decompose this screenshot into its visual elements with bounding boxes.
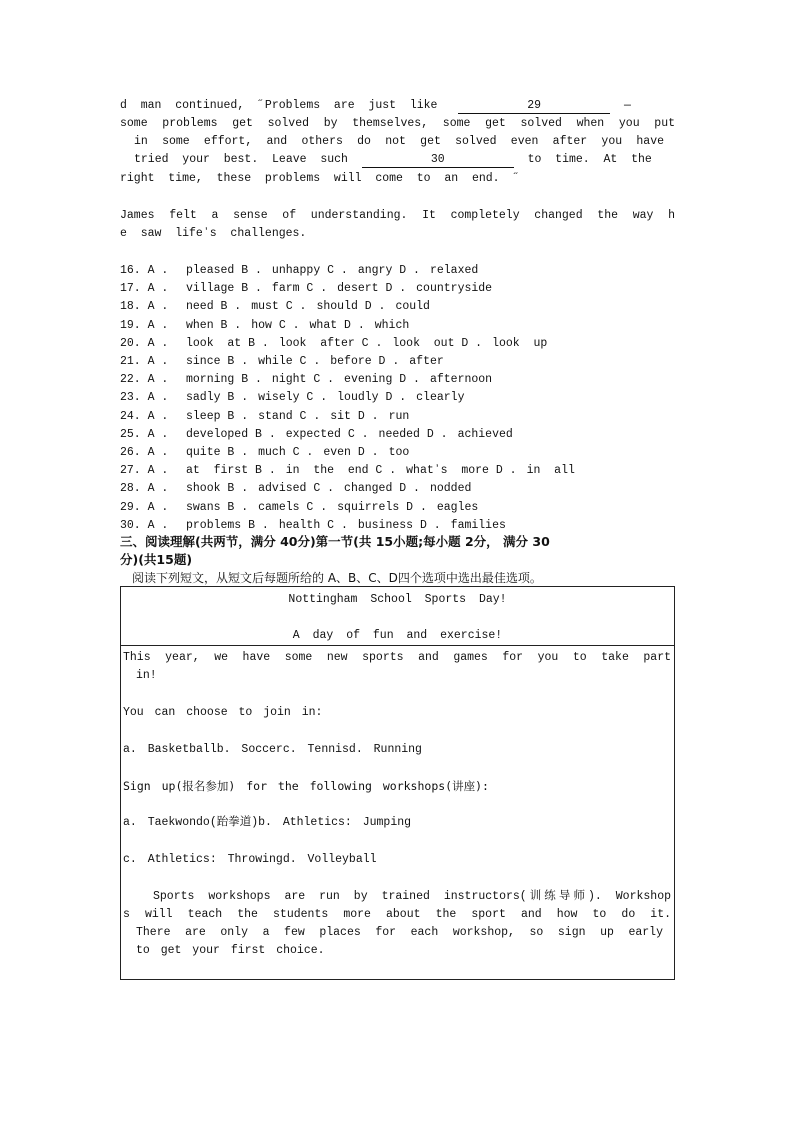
option-number: 21. A .: [120, 355, 169, 368]
notice-para-line-4: to get your first choice.: [136, 944, 325, 957]
notice-workshops-2: c. Athletics: Throwingd. Volleyball: [123, 853, 377, 866]
blank-30: 30: [362, 153, 514, 168]
option-choice: after: [409, 355, 444, 368]
option-number: 25. A .: [120, 427, 169, 441]
option-choice: farm C .: [271, 282, 328, 296]
notice-para-line-1: Sports workshops are run by trained instructors(训练导师). Workshop: [153, 890, 671, 903]
option-choice: at first B .: [186, 464, 276, 478]
option-number: 27. A .: [120, 464, 169, 478]
option-choice: eagles: [436, 500, 479, 514]
option-choice: night C .: [271, 373, 335, 387]
option-choice: when B .: [186, 318, 242, 332]
option-row: [120, 500, 675, 516]
option-number: 23. A .: [120, 391, 169, 405]
option-choice: before D .: [330, 355, 400, 368]
option-choice: shook B .: [186, 482, 249, 496]
option-choice: clearly: [416, 391, 465, 405]
option-choice: sadly B .: [186, 391, 249, 405]
option-choice: village B .: [186, 282, 262, 296]
option-choice: relaxed: [429, 264, 479, 277]
option-row: [120, 336, 675, 352]
option-choice: look out D .: [392, 336, 483, 350]
option-choice: look after C .: [278, 336, 383, 350]
option-choice: developed B .: [186, 427, 276, 441]
option-choice: what D .: [309, 318, 365, 332]
option-number: 17. A .: [120, 282, 169, 296]
notice-workshops-1: a. Taekwondo(跆拳道)b. Athletics: Jumping: [123, 816, 412, 829]
section-heading-line-2: 分)(共15题): [120, 552, 193, 567]
option-row: [120, 390, 675, 406]
option-choice: loudly D .: [337, 391, 407, 405]
notice-title-area: [121, 587, 674, 646]
passage-text: d man continued, ˝Problems are just like: [120, 99, 438, 112]
option-choice: should D .: [316, 300, 386, 314]
notice-signup: Sign up(报名参加) for the following workshops(讲座):: [123, 779, 489, 793]
option-choice: quite B .: [186, 446, 249, 459]
option-row: [120, 445, 675, 461]
option-choice: in all: [526, 464, 575, 478]
option-row: [120, 409, 675, 425]
option-row: [120, 281, 675, 297]
option-number: 28. A .: [120, 482, 169, 496]
passage-line-5: right time, these problems will come to an end. ˝: [120, 172, 521, 185]
option-choice: achieved: [457, 427, 513, 441]
option-number: 16. A .: [120, 264, 169, 277]
paragraph-2-line-2: e saw lifeʼs challenges.: [120, 227, 307, 240]
option-choice: evening D .: [344, 373, 420, 387]
option-number: 29. A .: [120, 500, 169, 514]
notice-sports-list: a. Basketballb. Soccerc. Tennisd. Running: [123, 743, 422, 756]
option-row: [120, 354, 675, 370]
notice-para-line-2: s will teach the students more about the sport and how to do it.: [123, 908, 671, 921]
option-choice: pleased B .: [186, 264, 262, 277]
option-row: [120, 318, 675, 334]
option-choice: sit D .: [330, 409, 379, 423]
option-choice: which: [374, 318, 410, 332]
option-choice: could: [395, 300, 430, 314]
option-choice: advised C .: [258, 482, 335, 496]
notice-choose: You can choose to join in:: [123, 706, 323, 719]
notice-subtitle: A day of fun and exercise!: [292, 629, 503, 642]
option-choice: need B .: [186, 300, 242, 314]
notice-para-line-3: There are only a few places for each workshop, so sign up early: [136, 926, 663, 939]
option-number: 24. A .: [120, 409, 169, 423]
option-choice: families: [450, 518, 506, 532]
option-choice: swans B .: [186, 500, 249, 514]
notice-intro-line-1: This year, we have some new sports and games for you to take part: [123, 651, 671, 664]
option-row: [120, 481, 675, 497]
passage-line-2: some problems get solved by themselves, some get solved when you put: [120, 117, 675, 130]
option-choice: much C .: [258, 446, 314, 459]
option-number: 19. A .: [120, 318, 169, 332]
option-number: 26. A .: [120, 446, 169, 459]
notice-title: Nottingham School Sports Day!: [288, 593, 507, 606]
paragraph-2-line-1: James felt a sense of understanding. It completely changed the way h: [120, 209, 675, 222]
option-choice: business D .: [357, 518, 441, 532]
section-heading-line-1: 三、阅读理解(共两节，满分 40分)第一节(共 15小题;每小题 2分， 满分 30: [120, 534, 550, 549]
option-choice: angry D .: [357, 264, 420, 277]
dash: —: [623, 99, 631, 112]
passage-text: tried your best. Leave such: [134, 153, 348, 166]
notice-box: [120, 586, 675, 980]
option-choice: problems B .: [186, 518, 269, 532]
option-row: [120, 463, 675, 479]
option-number: 20. A .: [120, 336, 169, 350]
passage-text: to time. At the: [527, 153, 652, 166]
option-choice: how C .: [251, 318, 300, 332]
option-number: 30. A .: [120, 518, 169, 532]
option-number: 22. A .: [120, 373, 169, 387]
option-number: 18. A .: [120, 300, 169, 314]
option-choice: in the end C .: [285, 464, 397, 478]
option-choice: while C .: [258, 355, 321, 368]
option-choice: unhappy C .: [271, 264, 348, 277]
option-choice: even D .: [323, 446, 379, 459]
option-row: [120, 299, 675, 315]
option-choice: countryside: [416, 282, 493, 296]
option-choice: wisely C .: [258, 391, 328, 405]
option-choice: afternoon: [429, 373, 493, 387]
option-choice: too: [388, 446, 410, 459]
passage-line-3: in some effort, and others do not get solved even after you have: [134, 135, 664, 148]
option-row: [120, 518, 675, 534]
blank-29: 29: [458, 99, 610, 114]
instruction: 阅读下列短文，从短文后每题所给的 A、B、C、D四个选项中选出最佳选项。: [132, 571, 542, 585]
option-choice: stand C .: [258, 409, 321, 423]
option-choice: expected C .: [285, 427, 369, 441]
option-choice: health C .: [278, 518, 348, 532]
option-row: [120, 372, 675, 388]
option-choice: morning B .: [186, 373, 262, 387]
option-choice: camels C .: [258, 500, 328, 514]
passage-line-4: [134, 152, 689, 168]
option-choice: desert D .: [337, 282, 407, 296]
option-choice: needed D .: [378, 427, 448, 441]
option-choice: must C .: [251, 300, 307, 314]
option-row: [120, 427, 675, 443]
option-choice: look up: [492, 336, 548, 350]
option-choice: sleep B .: [186, 409, 249, 423]
option-choice: squirrels D .: [337, 500, 427, 514]
option-choice: look at B .: [186, 336, 269, 350]
option-choice: run: [388, 409, 410, 423]
option-choice: changed D .: [344, 482, 420, 496]
passage-line-1: [120, 98, 675, 114]
option-choice: nodded: [429, 482, 472, 496]
option-choice: whatʼs more D .: [406, 464, 517, 478]
option-choice: since B .: [186, 355, 249, 368]
option-row: [120, 263, 675, 279]
notice-intro-line-2: in!: [136, 669, 157, 682]
